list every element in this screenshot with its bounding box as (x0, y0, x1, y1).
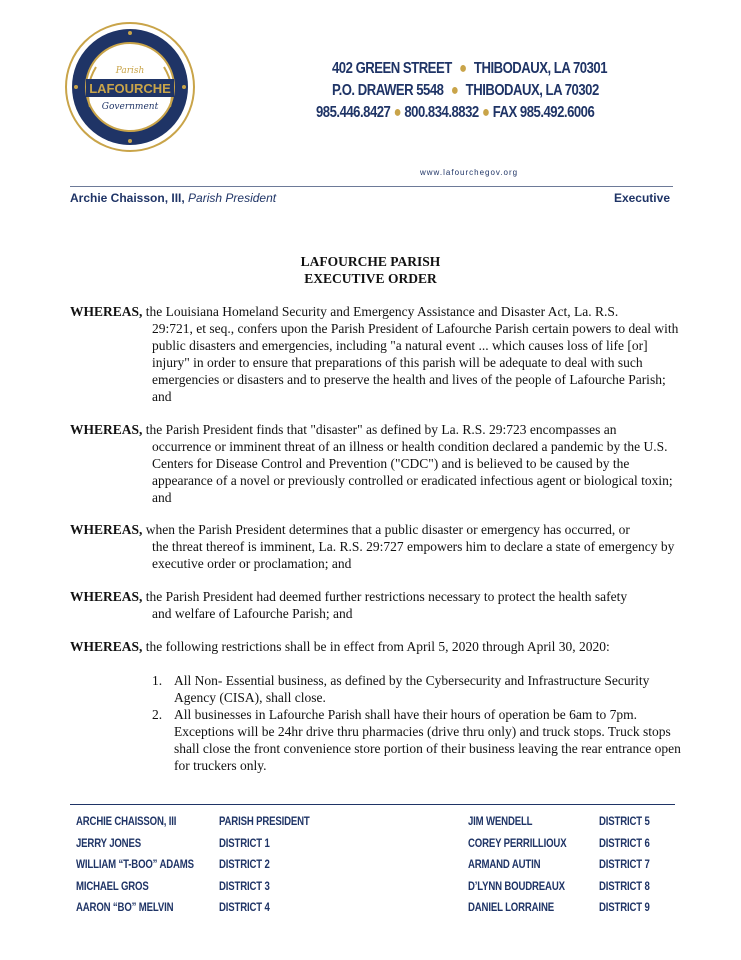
roster-office (219, 879, 270, 893)
official-name: DANIEL LORRAINE (468, 900, 554, 914)
list-text: All Non- Essential business, as defined by the Cybersecurity and Infrastructure Security Agency (CISA), shall close. (174, 673, 650, 705)
roster-office (599, 857, 650, 871)
official-office: PARISH PRESIDENT (219, 814, 310, 828)
bullet-icon: ● (393, 104, 402, 121)
official-name: ARCHIE CHAISSON, III (76, 814, 177, 828)
po-city: THIBODAUX, LA 70302 (465, 82, 599, 99)
roster-row (468, 857, 540, 871)
street-city: THIBODAUX, LA 70301 (473, 60, 608, 77)
whereas-label: WHEREAS, (70, 422, 143, 437)
whereas-clause-5 (70, 638, 680, 655)
bullet-icon: ● (459, 60, 467, 77)
roster-row (76, 836, 141, 850)
roster-row (468, 814, 532, 828)
official-name: AARON “BO” MELVIN (76, 900, 174, 914)
seal-bottom-text: Government (101, 102, 159, 112)
header-rule (70, 186, 673, 187)
clause-text: the following restrictions shall be in effect from April 5, 2020 through April 30, 2020: (145, 639, 610, 654)
phone-tollfree: 800.834.8832 (404, 104, 479, 121)
street-address: 402 GREEN STREET (332, 60, 452, 77)
list-item (152, 706, 684, 774)
website-link[interactable]: www.lafourchegov.org (420, 168, 519, 177)
list-number: 2. (152, 707, 163, 722)
roster-office (599, 879, 650, 893)
clause-text: the Parish President had deemed further restrictions necessary to protect the health safety (145, 589, 628, 604)
whereas-clause-3 (70, 521, 680, 572)
roster-office (599, 814, 650, 828)
roster-row (76, 879, 149, 893)
roster-row (76, 814, 176, 828)
official-office: DISTRICT 1 (219, 836, 270, 850)
clause-text: the Louisiana Homeland Security and Emergency Assistance and Disaster Act, La. R.S. (145, 304, 619, 319)
official-office: DISTRICT 8 (599, 879, 650, 893)
roster-office (219, 836, 270, 850)
phone-line (316, 104, 594, 122)
whereas-clause-1 (70, 303, 680, 405)
official-office: DISTRICT 5 (599, 814, 650, 828)
seal-name: LAFOURCHE (89, 81, 171, 96)
official-name: COREY PERRILLIOUX (468, 836, 567, 850)
official-name: MICHAEL GROS (76, 879, 149, 893)
clause-text-cont: and welfare of Lafourche Parish; and (152, 606, 353, 621)
whereas-label: WHEREAS, (70, 589, 143, 604)
parish-seal-logo (64, 21, 196, 153)
roster-office (599, 836, 650, 850)
address-line-1 (332, 60, 607, 78)
official-name: JERRY JONES (76, 836, 141, 850)
address-line-2 (332, 82, 599, 100)
roster-office (219, 814, 310, 828)
document-title-line-1: LAFOURCHE PARISH (300, 254, 441, 269)
phone-main: 985.446.8427 (316, 104, 391, 121)
list-text: All businesses in Lafourche Parish shall have their hours of operation be 6am to 7pm. Exceptions will be 24hr drive thru pharmacies (drive thru only) and truck stops. Truck stops shall close the front convenience store portion of their business leaving the rear entrance open for truckers only. (174, 707, 681, 773)
clause-text: when the Parish President determines that a public disaster or emergency has occurred, or (145, 522, 630, 537)
official-name: WILLIAM “T-BOO” ADAMS (76, 857, 194, 871)
department-label: Executive (613, 191, 670, 205)
clause-text-cont: the threat thereof is imminent, La. R.S. 29:727 empowers him to declare a state of emergency by executive order or proclamation; and (152, 539, 675, 571)
president-title: Parish President (188, 191, 277, 205)
roster-row (76, 900, 173, 914)
whereas-label: WHEREAS, (70, 304, 143, 319)
seal-top-text: Parish (115, 66, 145, 76)
clause-text-cont: 29:721, et seq., confers upon the Parish President of Lafourche Parish certain powers to deal with public disasters and emergencies, including "a natural event ... which causes loss of life [or] injury" in order to ensure that preparations of this parish will be adequate to deal with such emergencies or disasters and to preserve the health and lives of the people of Lafourche Parish; and (152, 321, 679, 404)
restrictions-list (152, 672, 684, 774)
official-office: DISTRICT 4 (219, 900, 270, 914)
official-office: DISTRICT 9 (599, 900, 650, 914)
president-line (70, 191, 276, 205)
roster-row (468, 879, 565, 893)
roster-office (219, 857, 270, 871)
roster-office (219, 900, 270, 914)
official-office: DISTRICT 7 (599, 857, 650, 871)
official-office: DISTRICT 6 (599, 836, 650, 850)
president-name: Archie Chaisson, III, (70, 191, 185, 205)
official-name: JIM WENDELL (468, 814, 533, 828)
official-office: DISTRICT 3 (219, 879, 270, 893)
roster-row (76, 857, 194, 871)
po-box: P.O. DRAWER 5548 (332, 82, 444, 99)
list-number: 1. (152, 673, 163, 688)
clause-text: the Parish President finds that "disaster" as defined by La. R.S. 29:723 encompasses an (145, 422, 617, 437)
whereas-label: WHEREAS, (70, 522, 143, 537)
roster-office (599, 900, 650, 914)
fax-number: FAX 985.492.6006 (492, 104, 595, 121)
official-name: ARMAND AUTIN (468, 857, 541, 871)
whereas-label: WHEREAS, (70, 639, 143, 654)
footer-rule (70, 804, 675, 805)
whereas-clause-2 (70, 421, 680, 506)
document-title-line-2: EXECUTIVE ORDER (304, 271, 437, 286)
official-name: D’LYNN BOUDREAUX (468, 879, 565, 893)
roster-row (468, 836, 566, 850)
list-item (152, 672, 684, 706)
bullet-icon: ● (450, 82, 459, 99)
clause-text-cont: occurrence or imminent threat of an illness or health condition declared a pandemic by the U.S. Centers for Disease Control and Prevention ("CDC") and is believed to be caused by the appearance of a novel or previously controlled or eradicated infectious agent or biological toxin; and (152, 439, 673, 505)
official-office: DISTRICT 2 (219, 857, 270, 871)
whereas-clause-4 (70, 588, 680, 622)
roster-row (468, 900, 554, 914)
bullet-icon: ● (482, 104, 490, 121)
